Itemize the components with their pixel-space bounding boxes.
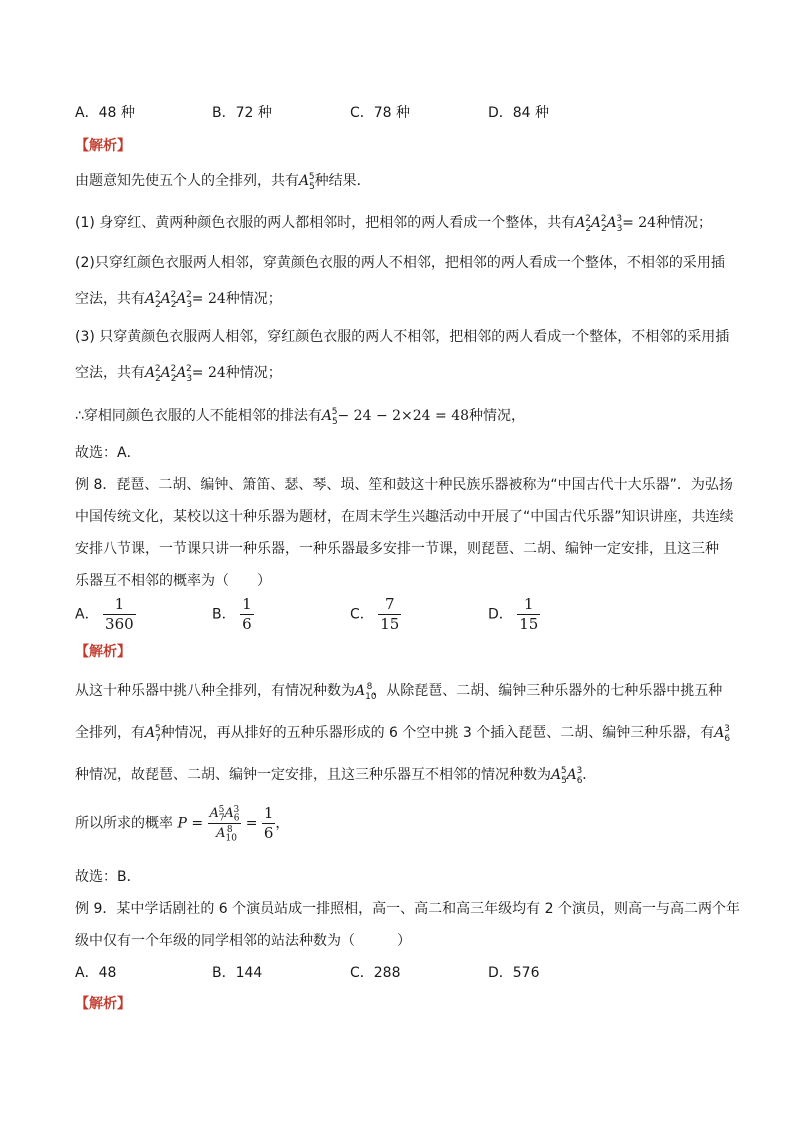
question-text: 安排八节课，一节课只讲一种乐器，一种乐器最多安排一节课，则琵琶、二胡、编钟一定安排，且这三种 (75, 541, 719, 557)
analysis-heading: 【解析】 (75, 138, 131, 154)
option-b: B． $\frac{1}{6}$ (212, 595, 252, 633)
solution-line: 所以所求的概率 P = $\frac{A_7^5A_6^3}{A_{10}^8}$ = $\frac{1}{6}$ ， (75, 804, 290, 844)
solution-line: 空法，共有$A_2^2A_2^2A_3^2= 24$种情况； (75, 290, 282, 310)
option-a: A．48 种 (75, 105, 135, 121)
solution-line: 空法，共有$A_2^2A_2^2A_3^2= 24$种情况； (75, 364, 282, 384)
question-text: 中国传统文化，某校以这十种乐器为题材，在周末学生兴趣活动中开展了“中国古代乐器”知识讲座，共连续 (75, 509, 734, 525)
solution-line: ∴穿相同颜色衣服的人不能相邻的排法有$A_5^5- 24 - 2\times 24 = 48$种情况， (75, 407, 526, 427)
solution-line: (3) 只穿黄颜色衣服两人相邻，穿红颜色衣服的两人不相邻，把相邻的两人看成一个整体，不相邻的采用插 (75, 329, 730, 345)
analysis-heading: 【解析】 (75, 644, 131, 660)
option-a: A．48 (75, 965, 117, 981)
option-c: C． $\frac{7}{15}$ (350, 595, 400, 633)
solution-line: (2)只穿红颜色衣服两人相邻，穿黄颜色衣服的两人不相邻，把相邻的两人看成一个整体，不相邻的采用插 (75, 255, 725, 271)
answer-line: 故选：B． (75, 869, 141, 885)
option-d: D．84 种 (488, 105, 550, 121)
question-text: 例 9．某中学话剧社的 6 个演员站成一排照相，高一、高二和高三年级均有 2 个演员，则高一与高二两个年 (75, 901, 740, 917)
option-d: D． $\frac{1}{15}$ (488, 595, 539, 633)
option-b: B．72 种 (212, 105, 272, 121)
question-text: 乐器互不相邻的概率为（ ） (75, 573, 271, 589)
option-b: B．144 (212, 965, 263, 981)
solution-line: 从这十种乐器中挑八种全排列，有情况种数为$A_{10}^8$．从除琵琶、二胡、编钟三种乐器外的七种乐器中挑五种 (75, 682, 723, 702)
analysis-heading: 【解析】 (75, 996, 131, 1012)
solution-line: 全排列，有$A_7^5$种情况，再从排好的五种乐器形成的 6 个空中挑 3 个插入琵琶、二胡、编钟三种乐器，有$A_6^3$ (75, 724, 731, 744)
question-text: 例 8．琵琶、二胡、编钟、箫笛、瑟、琴、埙、笙和鼓这十种民族乐器被称为“中国古代十大乐器”．为弘扬 (75, 477, 733, 493)
solution-line: 种情况，故琵琶、二胡、编钟一定安排，且这三种乐器互不相邻的情况种数为$A_5^5A_6^3$． (75, 766, 597, 786)
question-text: 级中仅有一个年级的同学相邻的站法种数为（ ） (75, 933, 411, 949)
option-a: A． $\frac{1}{360}$ (75, 595, 134, 633)
solution-line: (1) 身穿红、黄两种颜色衣服的两人都相邻时，把相邻的两人看成一个整体，共有$A_2^2A_2^2A_3^3= 24$种情况； (75, 214, 713, 234)
option-c: C．78 种 (350, 105, 411, 121)
option-d: D．576 (488, 965, 540, 981)
answer-line: 故选：A． (75, 445, 141, 461)
solution-line: 由题意知先使五个人的全排列，共有$A_5^5$种结果． (75, 172, 371, 192)
option-c: C．288 (350, 965, 401, 981)
